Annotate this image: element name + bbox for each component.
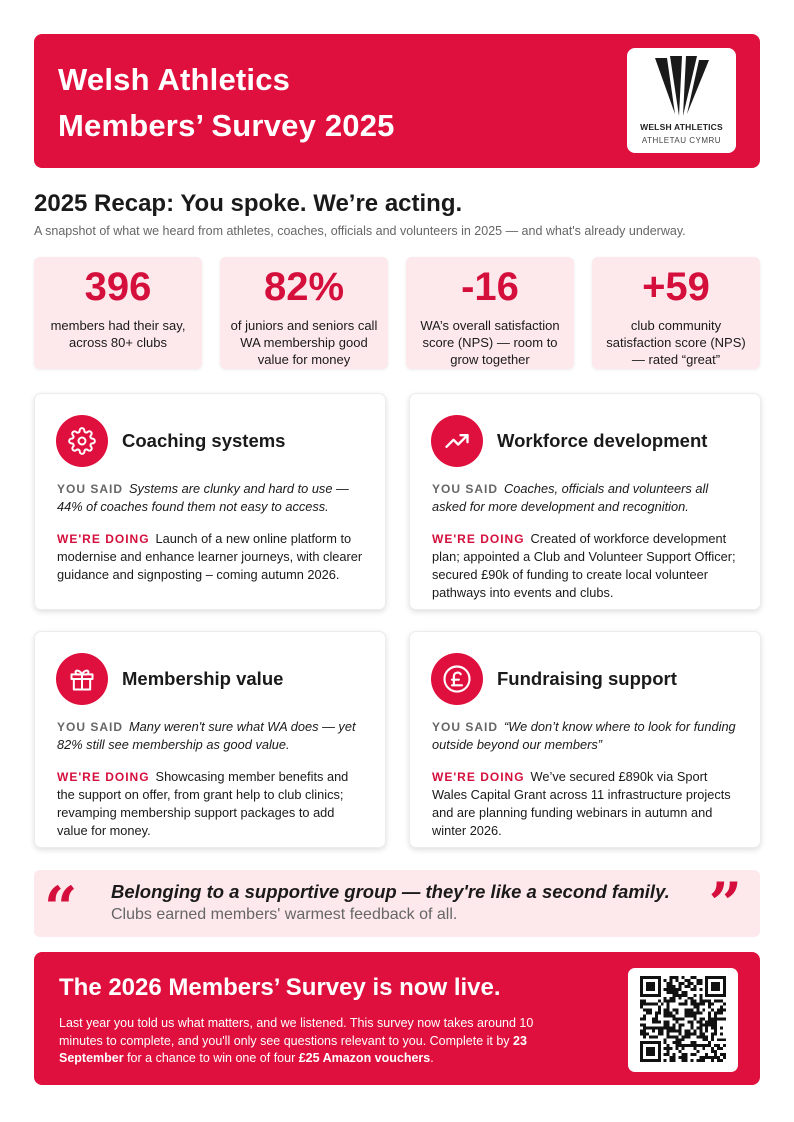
you-said-block — [57, 480, 367, 516]
were-doing-label: WE'RE DOING — [57, 532, 150, 546]
were-doing-text: Created of workforce development plan; appointed a Club and Volunteer Support Officer; secured £90k of funding to create local volunteer pathways into events and clubs. — [432, 531, 736, 600]
card-title: Fundraising support — [497, 668, 677, 689]
were-doing-block — [432, 768, 742, 840]
stat-tile-club-nps — [592, 257, 760, 369]
stat-tile-value — [220, 257, 388, 369]
you-said-block — [432, 480, 742, 516]
recap-title: 2025 Recap: You spoke. We’re acting. — [34, 190, 463, 217]
quote-subtext: Clubs earned members' warmest feedback of all. — [111, 906, 458, 923]
header-banner — [34, 34, 760, 168]
card-membership-value — [34, 631, 386, 848]
were-doing-label: WE'RE DOING — [432, 770, 525, 784]
cta-body-text: for a chance to win one of four — [123, 1051, 299, 1065]
were-doing-block — [57, 768, 367, 840]
you-said-label: YOU SAID — [432, 482, 499, 496]
card-title: Workforce development — [497, 430, 708, 451]
logo-text-welsh: ATHLETAU CYMRU — [641, 136, 722, 145]
stat-description: WA’s overall satisfaction score (NPS) — room to grow together — [420, 318, 560, 367]
you-said-text: Coaches, officials and volunteers all asked for more development and recognition. — [432, 481, 709, 514]
cta-title: The 2026 Members’ Survey is now live. — [59, 974, 501, 1001]
you-said-text: Systems are clunky and hard to use — 44% of coaches found them not easy to access. — [57, 481, 349, 514]
card-workforce-development — [409, 393, 761, 610]
gift-icon — [56, 653, 108, 705]
cta-body-text: . — [430, 1051, 434, 1065]
you-said-label: YOU SAID — [57, 482, 124, 496]
survey-cta-banner — [34, 952, 760, 1085]
quote-text: Belonging to a supportive group — they're like a second family. — [111, 881, 670, 902]
stat-description: of juniors and seniors call WA membership good value for money — [230, 318, 378, 367]
qr-code-icon — [640, 976, 726, 1062]
you-said-block — [432, 718, 742, 754]
stat-description: club community satisfaction score (NPS) — rated “great” — [606, 318, 746, 367]
you-said-label: YOU SAID — [432, 720, 499, 734]
page-title-line-1: Welsh Athletics — [58, 62, 291, 97]
page-title-line-2: Members’ Survey 2025 — [58, 108, 395, 143]
stat-description: members had their say, across 80+ clubs — [50, 318, 186, 350]
you-said-block — [57, 718, 367, 754]
cta-deadline: 23 September — [59, 1033, 527, 1065]
cta-body-text: Last year you told us what matters, and we listened. This survey now takes around 10 minutes to complete, and you'll only see questions relevant to you. Complete it by — [59, 1016, 534, 1048]
recap-subtitle: A snapshot of what we heard from athletes, coaches, officials and volunteers in 2025 — and what's already underway. — [34, 224, 686, 238]
cta-body — [59, 1015, 579, 1068]
you-said-label: YOU SAID — [57, 720, 124, 734]
were-doing-label: WE'RE DOING — [432, 532, 525, 546]
you-said-text: “We don’t know where to look for funding outside beyond our members” — [432, 719, 736, 752]
were-doing-block — [432, 530, 742, 602]
logo-text-english: WELSH ATHLETICS — [640, 122, 723, 132]
testimonial-quote — [34, 870, 760, 942]
stat-value: 396 — [84, 265, 152, 309]
trend-up-icon — [431, 415, 483, 467]
cta-prize: £25 Amazon vouchers — [298, 1051, 431, 1065]
stat-value: 82% — [263, 265, 345, 309]
were-doing-text: Showcasing member benefits and the support on offer, from grant help to club clinics; revamping membership support packages to add value for money. — [57, 769, 349, 838]
stat-value: +59 — [642, 265, 710, 309]
stat-value: -16 — [461, 265, 519, 309]
card-title: Membership value — [122, 668, 284, 689]
logo-chevron-icon — [653, 56, 711, 118]
stat-tile-wa-nps — [406, 257, 574, 369]
qr-code[interactable] — [628, 968, 738, 1072]
pound-icon — [431, 653, 483, 705]
open-quote-icon: “ — [44, 874, 78, 942]
card-title: Coaching systems — [122, 430, 286, 451]
were-doing-text: We’ve secured £890k via Sport Wales Capital Grant across 11 infrastructure projects and are planning funding webinars in autumn and winter 2026. — [432, 769, 731, 838]
close-quote-icon: ” — [708, 870, 742, 938]
card-fundraising-support — [409, 631, 761, 848]
were-doing-text: Launch of a new online platform to modernise and enhance learner journeys, with clearer guidance and signposting – coming autumn 2026. — [57, 531, 363, 582]
you-said-text: Many weren't sure what WA does — yet 82% still see membership as good value. — [57, 719, 356, 752]
welsh-athletics-logo — [627, 48, 736, 153]
gear-icon — [56, 415, 108, 467]
were-doing-block — [57, 530, 367, 584]
stat-tile-members — [34, 257, 202, 369]
were-doing-label: WE'RE DOING — [57, 770, 150, 784]
card-coaching-systems — [34, 393, 386, 610]
